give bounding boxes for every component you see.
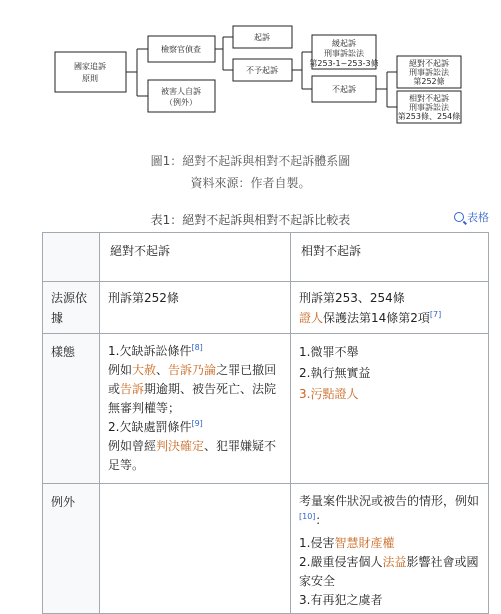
figure-caption: 圖1：絕對不起訴與相對不起訴體系圖 bbox=[150, 154, 351, 168]
node-root: 國家追訴 bbox=[74, 62, 106, 71]
node-non-prosecution: 不予起訴 bbox=[246, 66, 278, 75]
magnifier-icon bbox=[454, 212, 464, 222]
row-label-types: 樣態 bbox=[43, 334, 100, 484]
cell-types-relative: 1.微罪不舉 2.執行無實益 3.污點證人 bbox=[291, 334, 489, 484]
table-header-row bbox=[43, 233, 489, 282]
footnote-ref-10[interactable]: [10] bbox=[299, 512, 316, 521]
link-final-judgment[interactable]: 判決確定 bbox=[156, 439, 205, 453]
node-not-prosecute: 不起訴 bbox=[332, 85, 356, 94]
node-absolute: 絕對不起訴 bbox=[409, 59, 449, 68]
table-row bbox=[43, 282, 489, 334]
figure-source: 資料來源：作者自製。 bbox=[190, 176, 311, 190]
cell-types-absolute: 1.欠缺訴訟條件[8] 例如大赦、告訴乃論之罪已撤回或告訴期逾期、被告死亡、法院無審判權等； 2.欠缺處罰條件[9] 例如曾經判決確定、犯罪嫌疑不足等。 bbox=[100, 334, 291, 484]
cell-exceptions-absolute bbox=[100, 484, 291, 614]
header-empty bbox=[43, 233, 100, 282]
cell-exceptions-relative: 考量案件狀況或被告的情形，例如 [10]： 1.侵害智慧財產權 2.嚴重侵害個人法益影響社會或國家安全 3.有再犯之虞者 bbox=[291, 484, 489, 614]
link-complaint-offense[interactable]: 告訴乃論 bbox=[168, 363, 217, 377]
node-absolute-line2: 刑事訴訟法 bbox=[409, 68, 449, 77]
table-row bbox=[43, 334, 489, 484]
node-root-line2: 原則 bbox=[82, 74, 98, 83]
table-view-link[interactable] bbox=[454, 209, 489, 225]
node-self-prosecution-line2: （例外） bbox=[165, 98, 197, 107]
node-investigator: 檢察官偵查 bbox=[161, 45, 201, 54]
node-deferred: 緩起訴 bbox=[332, 39, 356, 48]
system-diagram bbox=[0, 0, 501, 140]
node-deferred-line2: 刑事訴訟法 bbox=[324, 49, 364, 58]
header-absolute: 絕對不起訴 bbox=[100, 233, 291, 282]
table-view-link-label: 表格 bbox=[467, 211, 489, 224]
footnote-ref-7[interactable]: [7] bbox=[429, 310, 442, 319]
node-absolute-line3: 第252條 bbox=[413, 77, 445, 86]
table-caption: 表1：絕對不起訴與相對不起訴比較表 bbox=[150, 213, 351, 227]
node-relative-line2: 刑事訴訟法 bbox=[409, 103, 449, 112]
link-ip-rights[interactable]: 智慧財產權 bbox=[334, 536, 395, 550]
cell-legal-basis-absolute: 刑訴第252條 bbox=[100, 282, 291, 334]
footnote-ref-9[interactable]: [9] bbox=[191, 419, 203, 428]
cell-legal-basis-relative: 刑訴第253、254條 證人保護法第14條第2項[7] bbox=[291, 282, 489, 334]
node-relative-line3: 第253條、254條 bbox=[397, 112, 461, 121]
link-complaint[interactable]: 告訴 bbox=[120, 382, 145, 396]
link-legal-interest[interactable]: 法益 bbox=[382, 555, 407, 569]
node-prosecute: 起訴 bbox=[254, 33, 270, 42]
link-tainted-witness[interactable]: 3.污點證人 bbox=[299, 387, 359, 401]
node-deferred-line3: 第253-1~253-3條 bbox=[309, 59, 379, 68]
link-witness[interactable]: 證人 bbox=[299, 311, 324, 325]
link-amnesty[interactable]: 大赦 bbox=[132, 363, 157, 377]
table-row bbox=[43, 484, 489, 614]
comparison-table bbox=[42, 232, 489, 614]
node-relative: 相對不起訴 bbox=[409, 94, 449, 103]
row-label-legal-basis: 法源依據 bbox=[43, 282, 100, 334]
node-self-prosecution: 被害人自訴 bbox=[161, 87, 201, 96]
row-label-exceptions: 例外 bbox=[43, 484, 100, 614]
footnote-ref-8[interactable]: [8] bbox=[191, 343, 203, 352]
header-relative: 相對不起訴 bbox=[291, 233, 489, 282]
